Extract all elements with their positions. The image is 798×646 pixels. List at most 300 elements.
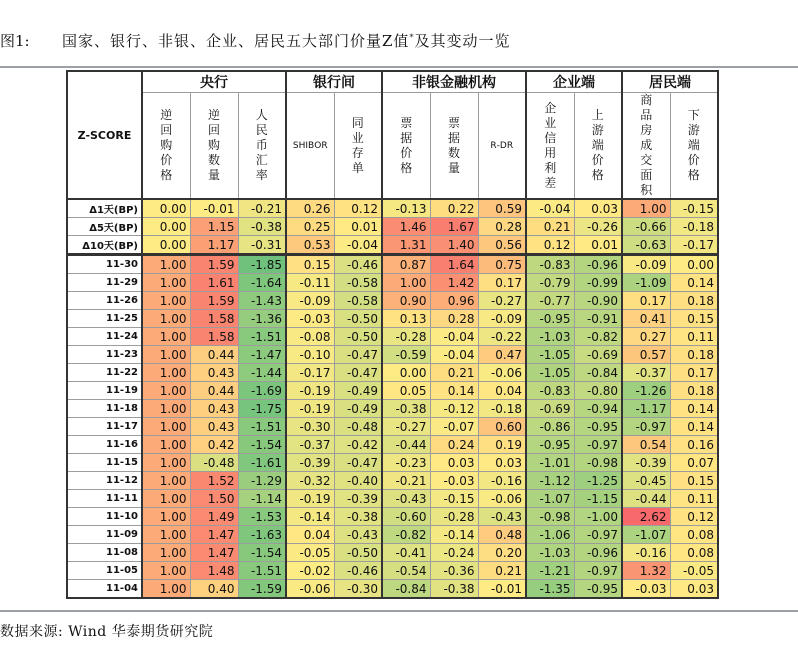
heat-cell: -1.12: [526, 472, 574, 490]
row-label: 11-25: [67, 310, 142, 328]
change-row: [67, 236, 718, 255]
date-row: [67, 274, 718, 292]
figure-title-text: 国家、银行、非银、企业、居民五大部门价量Z值*及其变动一览: [62, 32, 511, 50]
heat-cell: -0.26: [574, 218, 622, 236]
heat-cell: -1.03: [526, 544, 574, 562]
heat-cell: -0.41: [382, 544, 430, 562]
heat-cell: -0.82: [574, 328, 622, 346]
heat-cell: 0.01: [334, 218, 382, 236]
heat-cell: -0.54: [382, 562, 430, 580]
heat-cell: 1.00: [142, 562, 190, 580]
heat-cell: 0.44: [190, 346, 238, 364]
column-header-8: 企 业 信 用 利 差: [526, 93, 574, 200]
heat-cell: -0.05: [670, 562, 718, 580]
heat-cell: -0.14: [430, 526, 478, 544]
heat-cell: -0.97: [622, 418, 670, 436]
figure-title-suffix: 及其变动一览: [414, 32, 511, 50]
heat-cell: -1.09: [622, 274, 670, 292]
heat-cell: -1.26: [622, 382, 670, 400]
heat-cell: 0.15: [286, 255, 334, 274]
heat-cell: -0.03: [622, 580, 670, 599]
heat-cell: -0.48: [190, 454, 238, 472]
heat-cell: -0.27: [382, 418, 430, 436]
heat-cell: 0.28: [478, 218, 526, 236]
group-header-2: 非银金融机构: [382, 71, 526, 93]
heat-cell: -1.06: [526, 526, 574, 544]
heat-cell: 0.15: [670, 472, 718, 490]
heat-cell: -0.84: [382, 580, 430, 599]
heat-cell: 1.42: [430, 274, 478, 292]
heat-cell: 0.00: [670, 255, 718, 274]
row-label: Δ1天(BP): [67, 199, 142, 218]
date-row: [67, 328, 718, 346]
heat-cell: 1.40: [430, 236, 478, 255]
heat-cell: -0.50: [334, 328, 382, 346]
heat-cell: 0.75: [478, 255, 526, 274]
heat-cell: -1.51: [238, 328, 286, 346]
heat-cell: 1.00: [142, 526, 190, 544]
date-row: [67, 508, 718, 526]
heat-cell: 0.00: [382, 364, 430, 382]
heat-cell: 0.11: [670, 328, 718, 346]
column-header-9: 上 游 端 价 格: [574, 93, 622, 200]
row-label: 11-24: [67, 328, 142, 346]
heat-cell: -0.02: [286, 562, 334, 580]
heat-cell: -0.99: [574, 274, 622, 292]
heat-cell: -0.60: [382, 508, 430, 526]
heat-cell: 0.42: [190, 436, 238, 454]
column-header-5: 票 据 价 格: [382, 93, 430, 200]
heat-cell: -0.40: [334, 472, 382, 490]
heat-cell: 0.11: [670, 490, 718, 508]
heat-cell: -0.16: [478, 472, 526, 490]
row-label: 11-29: [67, 274, 142, 292]
heat-cell: 0.21: [478, 562, 526, 580]
heat-cell: -0.86: [526, 418, 574, 436]
heat-cell: 1.00: [142, 328, 190, 346]
heat-cell: 0.47: [478, 346, 526, 364]
heat-cell: 0.14: [670, 418, 718, 436]
heat-cell: -0.19: [286, 382, 334, 400]
heat-cell: -1.14: [238, 490, 286, 508]
heat-cell: -0.04: [430, 328, 478, 346]
heat-cell: -0.16: [622, 544, 670, 562]
heat-cell: -0.77: [526, 292, 574, 310]
heat-cell: -1.63: [238, 526, 286, 544]
heat-cell: -0.47: [334, 364, 382, 382]
date-row: [67, 400, 718, 418]
heat-cell: 1.00: [142, 580, 190, 599]
heat-cell: -0.28: [382, 328, 430, 346]
heat-cell: 1.00: [142, 454, 190, 472]
heat-cell: -0.15: [430, 490, 478, 508]
heat-cell: -0.97: [574, 562, 622, 580]
heat-cell: -0.13: [382, 199, 430, 218]
row-label: 11-09: [67, 526, 142, 544]
figure-title: [0, 28, 798, 54]
heat-cell: -0.19: [286, 400, 334, 418]
heat-cell: -0.18: [478, 400, 526, 418]
heat-cell: 0.43: [190, 418, 238, 436]
heat-cell: -0.03: [286, 310, 334, 328]
heat-cell: 0.03: [670, 580, 718, 599]
row-label: 11-23: [67, 346, 142, 364]
heat-cell: -0.31: [238, 236, 286, 255]
heat-cell: -1.64: [238, 274, 286, 292]
heat-cell: -0.79: [526, 274, 574, 292]
heat-cell: 0.40: [190, 580, 238, 599]
heat-cell: 0.18: [670, 346, 718, 364]
heat-cell: -1.47: [238, 346, 286, 364]
heat-cell: 0.14: [670, 274, 718, 292]
heat-cell: 0.04: [286, 526, 334, 544]
heat-cell: -0.50: [334, 310, 382, 328]
heat-cell: 1.00: [142, 508, 190, 526]
heat-cell: -0.04: [526, 199, 574, 218]
heat-cell: -0.06: [478, 490, 526, 508]
heat-cell: -1.51: [238, 562, 286, 580]
heat-cell: 1.00: [142, 490, 190, 508]
heat-cell: 0.17: [478, 274, 526, 292]
heat-cell: -0.15: [670, 199, 718, 218]
column-header-2: 人 民 币 汇 率: [238, 93, 286, 200]
change-row: [67, 218, 718, 236]
heat-cell: -0.95: [526, 436, 574, 454]
heat-cell: -0.97: [574, 526, 622, 544]
heat-cell: -0.09: [478, 310, 526, 328]
heat-cell: 0.13: [382, 310, 430, 328]
heat-cell: 1.00: [142, 292, 190, 310]
heat-cell: -0.32: [286, 472, 334, 490]
date-row: [67, 562, 718, 580]
group-header-1: 银行间: [286, 71, 382, 93]
heat-cell: -0.06: [478, 364, 526, 382]
heat-cell: -0.44: [382, 436, 430, 454]
column-header-4: 同 业 存 单: [334, 93, 382, 200]
heat-cell: -1.35: [526, 580, 574, 599]
heat-cell: 0.15: [670, 310, 718, 328]
heat-cell: -0.19: [286, 490, 334, 508]
row-label: 11-30: [67, 255, 142, 274]
heat-cell: -0.46: [334, 562, 382, 580]
heat-cell: 0.26: [286, 199, 334, 218]
heat-cell: 1.48: [190, 562, 238, 580]
heat-cell: 0.90: [382, 292, 430, 310]
heat-cell: 1.47: [190, 544, 238, 562]
corner-cell: Z-SCORE: [67, 71, 142, 199]
heat-cell: -0.38: [238, 218, 286, 236]
heat-cell: -1.43: [238, 292, 286, 310]
heat-cell: -1.21: [526, 562, 574, 580]
heat-cell: -0.63: [622, 236, 670, 255]
heat-cell: -0.45: [622, 472, 670, 490]
heat-cell: 1.58: [190, 310, 238, 328]
row-label: 11-18: [67, 400, 142, 418]
heat-cell: -0.09: [622, 255, 670, 274]
heat-cell: 0.96: [430, 292, 478, 310]
date-row: [67, 364, 718, 382]
heat-cell: -0.04: [430, 346, 478, 364]
heat-cell: 1.61: [190, 274, 238, 292]
heat-cell: 0.17: [670, 364, 718, 382]
heat-cell: 1.50: [190, 490, 238, 508]
date-row: [67, 292, 718, 310]
heat-cell: 0.12: [334, 199, 382, 218]
heat-cell: -1.07: [622, 526, 670, 544]
column-header-0: 逆 回 购 价 格: [142, 93, 190, 200]
heat-cell: -0.49: [334, 400, 382, 418]
heat-cell: -0.43: [382, 490, 430, 508]
heat-cell: 0.27: [622, 328, 670, 346]
zscore-table: [66, 70, 719, 599]
heat-cell: 1.00: [142, 418, 190, 436]
row-label: 11-05: [67, 562, 142, 580]
heat-cell: 1.67: [430, 218, 478, 236]
heat-cell: -0.96: [574, 544, 622, 562]
heat-cell: -0.28: [430, 508, 478, 526]
heat-cell: -0.17: [670, 236, 718, 255]
heat-cell: 0.22: [430, 199, 478, 218]
heat-cell: 0.16: [670, 436, 718, 454]
heat-cell: -0.27: [478, 292, 526, 310]
heat-cell: 0.00: [142, 199, 190, 218]
heat-cell: -0.22: [478, 328, 526, 346]
heat-cell: -0.42: [334, 436, 382, 454]
heat-cell: -1.05: [526, 364, 574, 382]
date-row: [67, 490, 718, 508]
heat-cell: 1.00: [142, 310, 190, 328]
heat-cell: 1.00: [142, 255, 190, 274]
heat-cell: 1.46: [382, 218, 430, 236]
heat-cell: 1.00: [142, 382, 190, 400]
heat-cell: -0.98: [574, 454, 622, 472]
heat-cell: -0.09: [286, 292, 334, 310]
heat-cell: -0.12: [430, 400, 478, 418]
heat-cell: -0.37: [622, 364, 670, 382]
heat-cell: -0.07: [430, 418, 478, 436]
heat-cell: 1.49: [190, 508, 238, 526]
heat-cell: 0.43: [190, 400, 238, 418]
heat-cell: -0.03: [430, 472, 478, 490]
heat-cell: -0.95: [574, 418, 622, 436]
heat-cell: -0.05: [286, 544, 334, 562]
heat-cell: -0.37: [286, 436, 334, 454]
heat-cell: 0.24: [430, 436, 478, 454]
heat-cell: -0.48: [334, 418, 382, 436]
heat-cell: -0.38: [430, 580, 478, 599]
group-header-3: 企业端: [526, 71, 622, 93]
heat-cell: 0.60: [478, 418, 526, 436]
heat-cell: -0.39: [334, 490, 382, 508]
heat-cell: 0.14: [430, 382, 478, 400]
heat-cell: -0.47: [334, 454, 382, 472]
row-label: 11-26: [67, 292, 142, 310]
heat-cell: -0.21: [382, 472, 430, 490]
heat-cell: 0.56: [478, 236, 526, 255]
row-label: 11-17: [67, 418, 142, 436]
date-row: [67, 436, 718, 454]
heat-cell: -0.66: [622, 218, 670, 236]
heat-cell: 0.08: [670, 526, 718, 544]
heat-cell: -0.04: [334, 236, 382, 255]
heat-cell: 0.08: [670, 544, 718, 562]
heat-cell: 0.25: [286, 218, 334, 236]
heat-cell: 0.21: [526, 218, 574, 236]
heat-cell: 0.18: [670, 382, 718, 400]
heat-cell: -0.94: [574, 400, 622, 418]
row-label: 11-19: [67, 382, 142, 400]
row-label: 11-15: [67, 454, 142, 472]
heat-cell: -0.83: [526, 255, 574, 274]
row-label: 11-22: [67, 364, 142, 382]
heat-cell: -0.39: [286, 454, 334, 472]
heat-cell: -0.98: [526, 508, 574, 526]
heat-cell: 1.00: [142, 274, 190, 292]
heat-cell: -1.53: [238, 508, 286, 526]
heat-cell: 0.07: [670, 454, 718, 472]
heat-cell: -0.95: [526, 310, 574, 328]
heat-cell: 0.21: [430, 364, 478, 382]
heat-cell: 1.52: [190, 472, 238, 490]
heat-cell: 0.53: [286, 236, 334, 255]
heat-cell: -0.14: [286, 508, 334, 526]
heat-cell: -1.44: [238, 364, 286, 382]
heat-cell: -1.25: [574, 472, 622, 490]
heat-cell: 0.59: [478, 199, 526, 218]
heat-cell: 1.00: [382, 274, 430, 292]
date-row: [67, 526, 718, 544]
column-header-11: 下 游 端 价 格: [670, 93, 718, 200]
heat-cell: -0.69: [574, 346, 622, 364]
heat-cell: -0.50: [334, 544, 382, 562]
heat-cell: -0.06: [286, 580, 334, 599]
heat-cell: 0.44: [190, 382, 238, 400]
heat-cell: 1.00: [142, 400, 190, 418]
heat-cell: -0.91: [574, 310, 622, 328]
heat-cell: 0.00: [142, 236, 190, 255]
row-label: 11-16: [67, 436, 142, 454]
heat-cell: -1.85: [238, 255, 286, 274]
heat-cell: 0.00: [142, 218, 190, 236]
heat-cell: -0.30: [334, 580, 382, 599]
heat-cell: 1.00: [142, 544, 190, 562]
heat-cell: -0.69: [526, 400, 574, 418]
heat-cell: -1.59: [238, 580, 286, 599]
heat-cell: -0.10: [286, 346, 334, 364]
heat-cell: 1.00: [142, 346, 190, 364]
heat-cell: -1.03: [526, 328, 574, 346]
heat-cell: 0.41: [622, 310, 670, 328]
heat-cell: -0.95: [574, 580, 622, 599]
group-header-4: 居民端: [622, 71, 718, 93]
row-label: Δ10天(BP): [67, 236, 142, 255]
heat-cell: -1.61: [238, 454, 286, 472]
heat-cell: -0.47: [334, 346, 382, 364]
heat-cell: 1.00: [142, 472, 190, 490]
change-row: [67, 199, 718, 218]
heat-cell: 1.59: [190, 255, 238, 274]
heat-cell: 0.54: [622, 436, 670, 454]
heat-cell: 0.18: [670, 292, 718, 310]
date-row: [67, 454, 718, 472]
bottom-rule: [0, 610, 798, 612]
heat-cell: -0.17: [286, 364, 334, 382]
heat-cell: 0.28: [430, 310, 478, 328]
heat-cell: 1.00: [142, 436, 190, 454]
heat-cell: -1.05: [526, 346, 574, 364]
date-row: [67, 310, 718, 328]
heat-cell: -0.46: [334, 255, 382, 274]
heat-cell: -1.15: [574, 490, 622, 508]
heat-cell: 0.03: [430, 454, 478, 472]
row-label: 11-10: [67, 508, 142, 526]
heat-cell: -0.90: [574, 292, 622, 310]
heat-cell: -0.97: [574, 436, 622, 454]
heat-cell: -1.75: [238, 400, 286, 418]
heat-cell: -0.80: [574, 382, 622, 400]
heat-cell: 0.20: [478, 544, 526, 562]
heat-cell: -1.00: [574, 508, 622, 526]
heat-cell: 0.04: [478, 382, 526, 400]
heat-cell: -0.96: [574, 255, 622, 274]
row-label: Δ5天(BP): [67, 218, 142, 236]
date-row: [67, 418, 718, 436]
heat-cell: 0.43: [190, 364, 238, 382]
row-label: 11-12: [67, 472, 142, 490]
heat-cell: 1.59: [190, 292, 238, 310]
heat-cell: -1.01: [526, 454, 574, 472]
date-row: [67, 544, 718, 562]
heat-cell: -1.54: [238, 436, 286, 454]
date-row: [67, 580, 718, 599]
heat-cell: -0.01: [478, 580, 526, 599]
date-row: [67, 255, 718, 274]
heat-cell: -0.38: [382, 400, 430, 418]
heat-cell: 1.32: [622, 562, 670, 580]
heat-cell: -1.07: [526, 490, 574, 508]
heat-cell: 0.17: [622, 292, 670, 310]
top-rule: [0, 66, 798, 68]
date-row: [67, 382, 718, 400]
figure-label: 图1:: [0, 32, 30, 50]
group-header-0: 央行: [142, 71, 286, 93]
heat-cell: 0.03: [478, 454, 526, 472]
heat-cell: -0.11: [286, 274, 334, 292]
heat-cell: 1.58: [190, 328, 238, 346]
data-source: 数据来源: Wind 华泰期货研究院: [0, 624, 214, 640]
heat-cell: 1.47: [190, 526, 238, 544]
heat-cell: -1.36: [238, 310, 286, 328]
heat-cell: -0.24: [430, 544, 478, 562]
heat-cell: 1.64: [430, 255, 478, 274]
heat-cell: -1.29: [238, 472, 286, 490]
heat-cell: -0.43: [334, 526, 382, 544]
heat-cell: 1.00: [142, 364, 190, 382]
group-header-row: [67, 71, 718, 93]
heat-cell: -0.83: [526, 382, 574, 400]
heat-cell: -0.08: [286, 328, 334, 346]
heat-cell: 0.87: [382, 255, 430, 274]
heat-cell: 1.00: [622, 199, 670, 218]
heat-cell: 1.17: [190, 236, 238, 255]
heat-cell: -0.82: [382, 526, 430, 544]
row-label: 11-04: [67, 580, 142, 599]
heat-cell: 1.15: [190, 218, 238, 236]
heat-cell: -1.17: [622, 400, 670, 418]
heat-cell: 0.57: [622, 346, 670, 364]
heat-cell: 0.05: [382, 382, 430, 400]
figure-title-main: 国家、银行、非银、企业、居民五大部门价量Z值: [62, 32, 410, 50]
